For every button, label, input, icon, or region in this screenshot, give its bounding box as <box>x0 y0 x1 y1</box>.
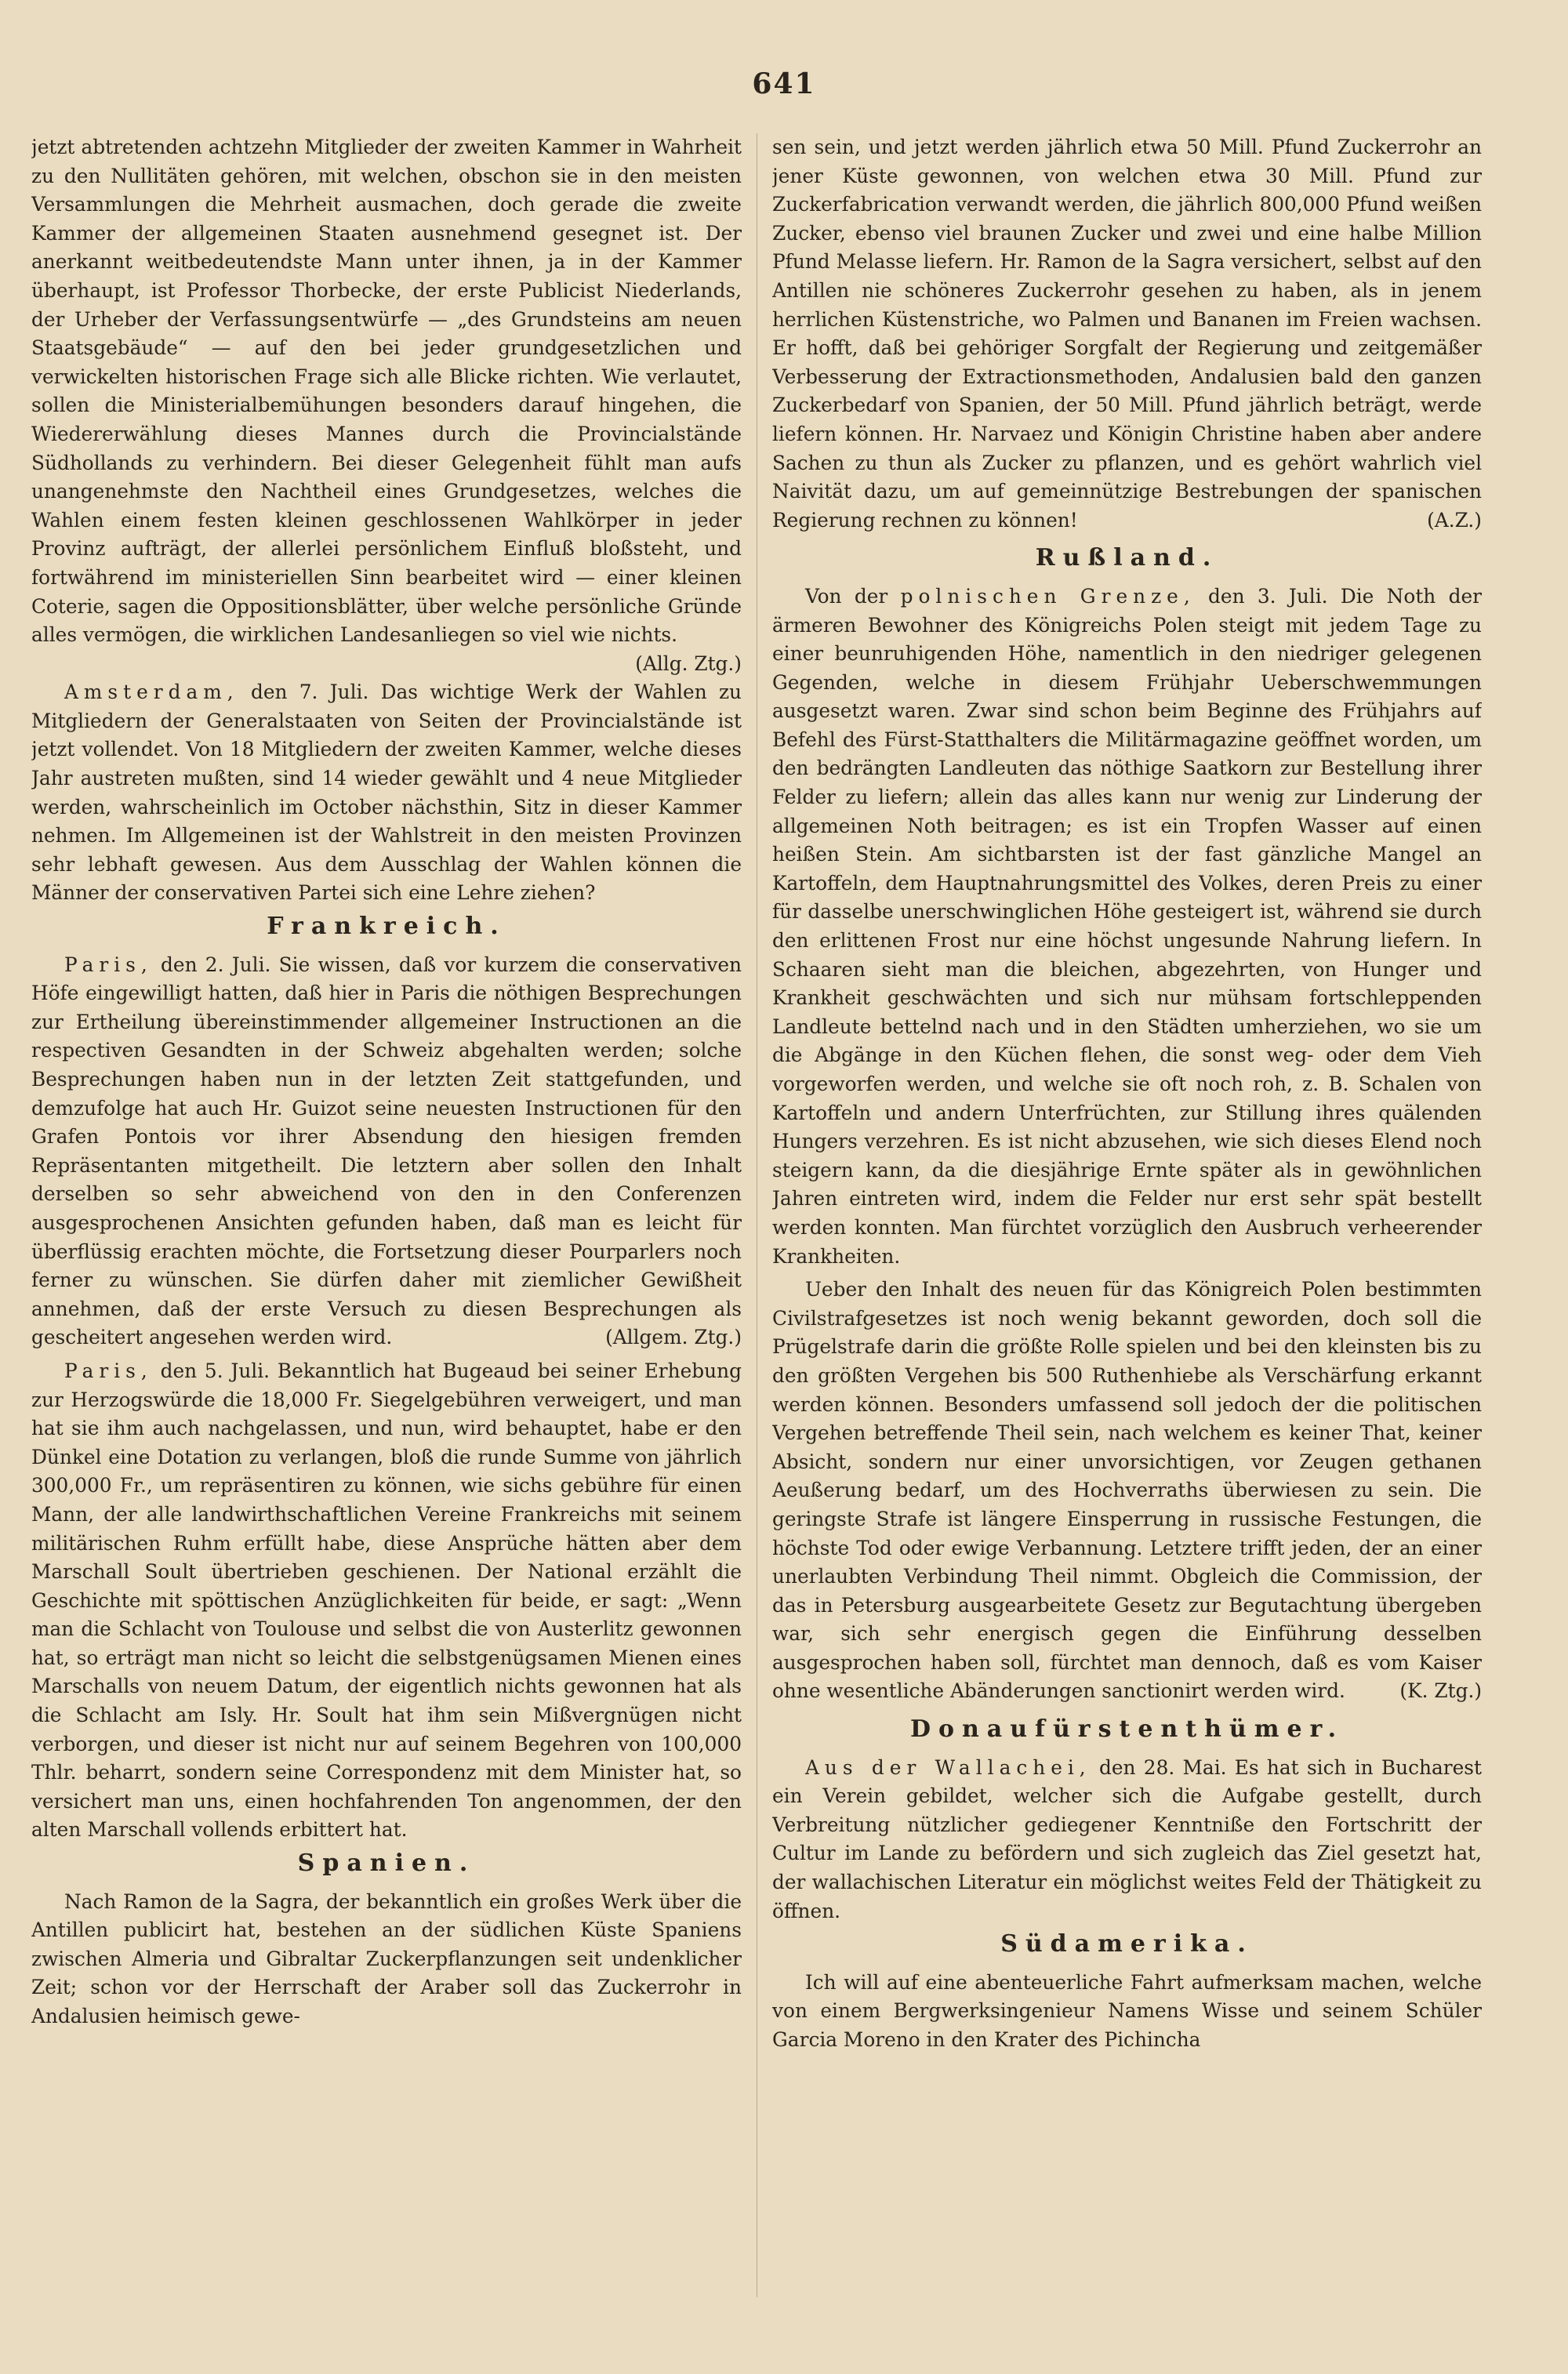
wallachei-article <box>772 1754 1482 1926</box>
article-text: den 7. Juli. Das wichtige Werk der Wahlen zu Mitgliedern der Generalstaaten von Seiten der Provincialstände ist jetzt vollendet. Von 18 Mitgliedern der zweiten Kammer, welche dieses Jahr austreten mußten, sind 14 wieder gewählt und 4 neue Mitglieder werden, wahrscheinlich im October nächsthin, Sitz in dieser Kammer nehmen. Im Allgemeinen ist der Wahlstreit in den meisten Provinzen sehr lebhaft gewesen. Aus dem Ausschlag der Wahlen können die Männer der conservativen Partei sich eine Lehre ziehen? <box>31 681 742 905</box>
section-heading-spanien: Spanien. <box>297 1849 476 1878</box>
page-number: 641 <box>752 67 816 100</box>
article-text: den 28. Mai. Es hat sich in Bucharest ein Verein gebildet, welcher sich die Aufgabe gestellt, durch Verbreitung nützlicher gediegener Kenntniße den Fortschritt der Cultur im Lande zu befördern und sich zugleich das Ziel gesetzt hat, der wallachischen Literatur ein möglichst weites Feld der Thätigkeit zu öffnen. <box>772 1755 1482 1922</box>
paris-article-1 <box>31 951 742 1352</box>
paris-article-2 <box>31 1357 742 1845</box>
source-citation: (A.Z.) <box>1427 508 1482 532</box>
article-text: sen sein, und jetzt werden jährlich etwa 50 Mill. Pfund Zuckerrohr an jener Küste gewonnen, von welchen etwa 30 Mill. Pfund zur Zuckerfabrication verwandt werden, die jährlich 800,000 Pfund weißen Zucker, ebenso viel braunen Zucker und zwei und eine halbe Million Pfund Melasse liefern. Hr. Ramon de la Sagra versichert, selbst auf den Antillen nie schöneres Zuckerrohr gesehen zu haben, als in jenem herrlichen Küstenstriche, wo Palmen und Bananen im Freien wachsen. Er hofft, daß bei gehöriger Sorgfalt der Regierung und zeitgemäßer Verbesserung der Extractionsmethoden, Andalusien bald den ganzen Zuckerbedarf von Spanien, der 50 Mill. Pfund jährlich beträgt, werde liefern können. Hr. Narvaez und Königin Christine haben aber andere Sachen zu thun als Zucker zu pflanzen, und es gehört wahrlich viel Naivität dazu, um auf gemeinnützige Bestrebungen der spanischen Regierung rechnen zu können! <box>772 136 1482 532</box>
dateline-place: polnischen Grenze, <box>900 584 1196 608</box>
article-text: den 2. Juli. Sie wissen, daß vor kurzem die conservativen Höfe eingewilligt hatten, daß hier in Paris die nöthigen Besprechungen zur Ertheilung übereinstimmender allgemeiner Instructionen an die respectiven Gesandten in der Schweiz abgehalten werden; solche Besprechungen haben nun in der letzten Zeit stattgefunden, und demzufolge hat auch Hr. Guizot seine neuesten Instructionen für den Grafen Pontois vor ihrer Absendung den hiesigen fremden Repräsentanten mitgetheilt. Die letztern aber sollen den Inhalt derselben so sehr abweichend von den in den Conferenzen ausgesprochenen Ansichten gefunden haben, daß man es leicht für überflüssig erachten möchte, die Fortsetzung dieser Pourparlers noch ferner zu wünschen. Sie dürfen daher mit ziemlicher Gewißheit annehmen, daß der erste Versuch zu diesen Besprechungen als gescheitert angesehen werden wird. <box>31 953 742 1349</box>
source-citation: (K. Ztg.) <box>1399 1679 1482 1703</box>
russland-article-2 <box>772 1276 1482 1706</box>
right-column <box>772 133 1482 2344</box>
dateline-place: Paris, <box>64 1359 153 1382</box>
article-text: Ueber den Inhalt des neuen für das Königreich Polen bestimmten Civilstrafgesetzes ist noch wenig bekannt geworden, doch soll die Prügelstrafe darin die größte Rolle spielen und bei den kleinsten bis zu den größten Vergehen bis 500 Ruthenhiebe als Verschärfung erkannt werden können. Besonders umfassend soll jedoch der die politischen Vergehen betreffende Theil sein, nach welchem es keiner That, keiner Absicht, sondern nur einer unvorsichtigen, vor Zeugen gethanen Aeußerung bedarf, um des Hochverraths überwiesen zu sein. Die geringste Strafe ist längere Einsperrung in russische Festungen, die höchste Tod oder ewige Verbannung. Letztere trifft jeden, der an einer unerlaubten Verbindung Theil nimmt. Obgleich die Commission, der das in Petersburg ausgearbeitete Gesetz zur Begutachtung übergeben war, sich sehr energisch gegen die Einführung desselben ausgesprochen haben soll, fürchtet man dennoch, daß es vom Kaiser ohne wesentliche Abänderungen sanctionirt werden wird. <box>772 1278 1482 1703</box>
source-citation: (Allg. Ztg.) <box>635 652 742 675</box>
amsterdam-article <box>31 678 742 908</box>
section-heading-suedamerika: Südamerika. <box>1000 1930 1254 1958</box>
article-text-prefix: Von der <box>805 584 901 608</box>
spanien-article: Nach Ramon de la Sagra, der bekanntlich ein großes Werk über die Antillen publicirt hat, bestehen an der südlichen Küste Spaniens zwischen Almeria und Gibraltar Zuckerpflanzungen seit undenklicher Zeit; schon vor der Herrschaft der Araber soll das Zuckerrohr in Andalusien heimisch gewe- <box>31 1889 742 2027</box>
spanien-article-continuation <box>772 133 1482 535</box>
section-heading-donaufuerstenthuemer: Donaufürstenthümer. <box>909 1715 1345 1744</box>
netherlands-article-continuation <box>31 133 742 675</box>
section-heading-russland: Rußland. <box>1035 544 1219 572</box>
article-text: den 5. Juli. Bekanntlich hat Bugeaud bei seiner Erhebung zur Herzogswürde die 18,000 Fr. Siegelgebühren verweigert, und man hat sie ihm auch nachgelassen, und nun, wird behauptet, habe er den Dünkel eine Dotation zu verlangen, bloß die runde Summe von jährlich 300,000 Fr., um repräsentiren zu können, wie sichs gebühre für einen Mann, der alle landwirthschaftlichen Vereine Frankreichs mit seinem militärischen Ruhm erfüllt habe, diese Ansprüche hätten aber dem Marschall Soult übertrieben geschienen. Der National erzählt die Geschichte mit spöttischen Anzüglichkeiten für beide, er sagt: „Wenn man die Schlacht von Toulouse und selbst die von Austerlitz gewonnen hat, so erträgt man nicht so leicht die selbstgenügsamen Mienen eines Marschalls von neuem Datum, der eigentlich nichts gewonnen hat als die Schlacht am Isly. Hr. Soult hat ihm sein Mißvergnügen nicht verborgen, und dieser ist nicht nur auf seinem Begehren von 100,000 Thlr. beharrt, sondern seine Correspondenz mit dem Minister hat, so versichert man uns, einen hochfahrenden Ton angenommen, der den alten Marschall vollends erbittert hat. <box>31 1359 742 1842</box>
left-column <box>31 133 742 2344</box>
dateline-place: Aus der Wallachei, <box>805 1755 1091 1779</box>
section-heading-frankreich: Frankreich. <box>267 913 506 941</box>
dateline-place: Amsterdam, <box>64 681 239 704</box>
russland-article-1 <box>772 583 1482 1271</box>
suedamerika-article: Ich will auf eine abenteuerliche Fahrt aufmerksam machen, welche von einem Bergwerksingenieur Namens Wisse und seinem Schüler Garcia Moreno in den Krater des Pichincha <box>772 1970 1482 2051</box>
source-citation: (Allgem. Ztg.) <box>605 1326 742 1349</box>
dateline-place: Paris, <box>64 953 153 976</box>
article-text: den 3. Juli. Die Noth der ärmeren Bewohner des Königreichs Polen steigt mit jedem Tage zu einer beunruhigenden Höhe, namentlich in den niedriger gelegenen Gegenden, welche in diesem Frühjahr Ueberschwemmungen ausgesetzt waren. Zwar sind schon beim Beginne des Frühjahrs auf Befehl des Fürst-Statthalters die Militärmagazine geöffnet worden, um den bedrängten Landleuten das nöthige Saatkorn zur Bestellung ihrer Felder zu liefern; allein das alles kann nur wenig zur Linderung der allgemeinen Noth beitragen; es ist ein Tropfen Wasser auf einen heißen Stein. Am sichtbarsten ist der fast gänzliche Mangel an Kartoffeln, dem Hauptnahrungsmittel des Volkes, deren Preis zu einer für dasselbe unerschwinglichen Höhe gesteigert ist, während sie durch den erlittenen Frost nur eine höchst ungesunde Nahrung liefern. In Schaaren sieht man die bleichen, abgezehrten, von Hunger und Krankheit geschwächten und sich nur mühsam fortschleppenden Landleute bettelnd nach und in den Städten umherziehen, wo sie um die Abgänge in den Küchen flehen, die sonst weg- oder dem Vieh vorgeworfen werden, und welche sie oft noch roh, z. B. Schalen von Kartoffeln und andern Unterfrüchten, zur Stillung ihres quälenden Hungers verzehren. Es ist nicht abzusehen, wie sich dieses Elend noch steigern kann, da die diesjährige Ernte später als in gewöhnlichen Jahren eintreten wird, indem die Felder nur erst sehr spät bestellt werden konnten. Man fürchtet vorzüglich den Ausbruch verheerender Krankheiten. <box>772 584 1482 1268</box>
article-text: jetzt abtretenden achtzehn Mitglieder der zweiten Kammer in Wahrheit zu den Nullitäten gehören, mit welchen, obschon sie in den meisten Versammlungen die Mehrheit ausmachen, doch gerade die zweite Kammer der allgemeinen Staaten ausnehmend gesegnet ist. Der anerkannt weitbedeutendste Mann unter ihnen, ja in der Kammer überhaupt, ist Professor Thorbecke, der erste Publicist Niederlands, der Urheber der Verfassungsentwürfe — „des Grundsteins am neuen Staatsgebäude“ — auf den bei jeder grundgesetzlichen und verwickelten historischen Frage sich alle Blicke richten. Wie verlautet, sollen die Ministerialbemühungen besonders darauf hingehen, die Wiedererwählung dieses Mannes durch die Provincialstände Südhollands zu verhindern. Bei dieser Gelegenheit fühlt man aufs unangenehmste den Nachtheil eines Grundgesetzes, welches die Wahlen einem festen kleinen geschlossenen Wahlkörper in jeder Provinz aufträgt, der allerlei persönlichem Einfluß bloßsteht, und fortwährend im ministeriellen Sinn bearbeitet wird — einer kleinen Coterie, sagen die Oppositionsblätter, über welche persönliche Gründe alles vermögen, die wirklichen Landesanliegen so viel wie nichts. <box>31 136 742 647</box>
